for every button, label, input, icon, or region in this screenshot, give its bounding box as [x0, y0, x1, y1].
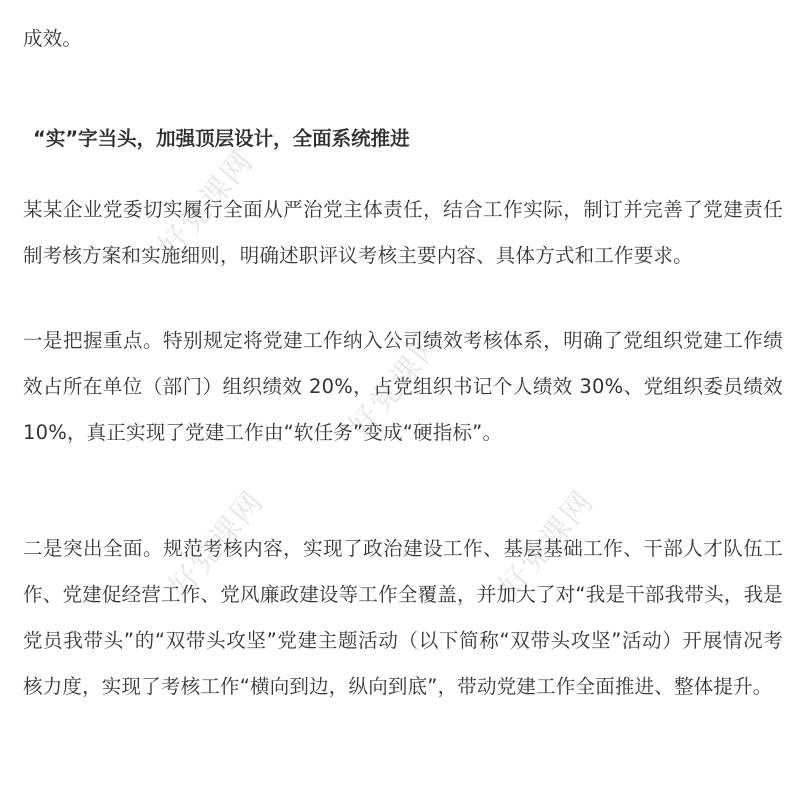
paragraph: 一是把握重点。特别规定将党建工作纳入公司绩效考核体系，明确了党组织党建工作绩效占所在单位（部门）组织绩效 20%，占党组织书记个人绩效 30%、党组织委员绩效 10%，真正实现了党建工作由“软任务”变成“硬指标”。 — [23, 329, 783, 444]
intro-tail-text: 成效。 — [23, 27, 83, 50]
watermark: 好党课网 — [152, 143, 262, 265]
paragraph: 某某企业党委切实履行全面从严治党主体责任，结合工作实际，制订并完善了党建责任制考核方案和实施细则，明确述职评议考核主要内容、具体方式和工作要求。 — [23, 198, 783, 267]
section-heading: “实”字当头，加强顶层设计，全面系统推进 — [33, 127, 410, 151]
watermark: 好党课网 — [342, 323, 452, 445]
watermark: 好党课网 — [492, 483, 602, 605]
watermark: 好党课网 — [162, 483, 272, 605]
paragraph: 二是突出全面。规范考核内容，实现了政治建设工作、基层基础工作、干部人才队伍工作、党建促经营工作、党风廉政建设等工作全覆盖，并加大了对“我是干部我带头，我是党员我带头”的“双带头攻坚”党建主题活动（以下简称“双带头攻坚”活动）开展情况考核力度，实现了考核工作“横向到边，纵向到底”，带动党建工作全面推进、整体提升。 — [23, 537, 783, 698]
